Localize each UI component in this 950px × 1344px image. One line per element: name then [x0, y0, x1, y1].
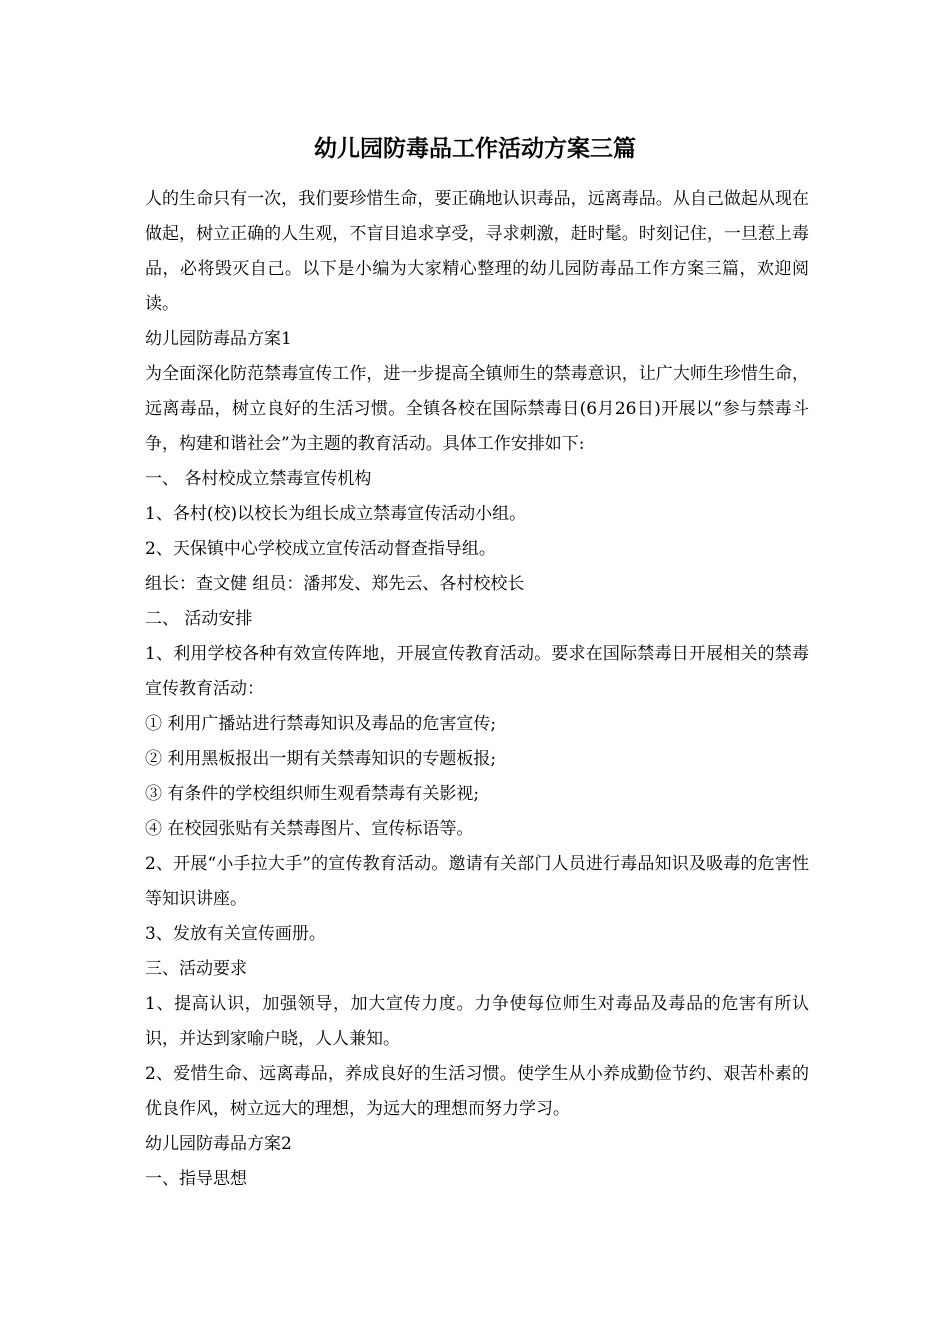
subheading-guiding-ideology: 一、指导思想	[145, 1169, 247, 1189]
subheading-activities: 二、 活动安排	[145, 609, 253, 629]
list-item: 1、提高认识，加强领导，加大宣传力度。力争使每位师生对毒品及毒品的危害有所认识，并达到家喻户晓，人人兼知。	[145, 994, 809, 1049]
intro-paragraph: 人的生命只有一次，我们要珍惜生命，要正确地认识毒品，远离毒品。从自己做起从现在做起，树立正确的人生观，不盲目追求享受，寻求刺激，赶时髦。时刻记住，一旦惹上毒品，必将毁灭自己。以下是小编为大家精心整理的幼儿园防毒品工作方案三篇，欢迎阅读。	[145, 189, 809, 314]
subheading-organization: 一、 各村校成立禁毒宣传机构	[145, 469, 372, 489]
plan-1-intro-paragraph: 为全面深化防范禁毒宣传工作，进一步提高全镇师生的禁毒意识，让广大师生珍惜生命，远离毒品，树立良好的生活习惯。全镇各校在国际禁毒日(6月26日)开展以“参与禁毒斗争，构建和谐社会”为主题的教育活动。具体工作安排如下:	[145, 364, 809, 454]
sub-list-item: ① 利用广播站进行禁毒知识及毒品的危害宣传;	[145, 714, 497, 734]
sub-list-item: ④ 在校园张贴有关禁毒图片、宣传标语等。	[145, 819, 474, 839]
list-item: 2、开展“小手拉大手”的宣传教育活动。邀请有关部门人员进行毒品知识及吸毒的危害性等知识讲座。	[145, 854, 809, 909]
list-item: 2、天保镇中心学校成立宣传活动督查指导组。	[145, 539, 496, 559]
team-members-line: 组长：查文健 组员：潘邦发、郑先云、各村校校长	[145, 574, 525, 594]
list-item: 2、爱惜生命、远离毒品，养成良好的生活习惯。使学生从小养成勤俭节约、艰苦朴素的优良作风，树立远大的理想，为远大的理想而努力学习。	[145, 1064, 809, 1119]
section-heading-plan-1: 幼儿园防毒品方案1	[145, 329, 292, 349]
document-title: 幼儿园防毒品工作活动方案三篇	[314, 135, 636, 162]
list-item: 3、发放有关宣传画册。	[145, 924, 326, 944]
section-heading-plan-2: 幼儿园防毒品方案2	[145, 1134, 292, 1154]
sub-list-item: ② 利用黑板报出一期有关禁毒知识的专题板报;	[145, 749, 497, 769]
list-item: 1、利用学校各种有效宣传阵地，开展宣传教育活动。要求在国际禁毒日开展相关的禁毒宣传教育活动：	[145, 644, 809, 699]
subheading-requirements: 三、活动要求	[145, 959, 247, 979]
sub-list-item: ③ 有条件的学校组织师生观看禁毒有关影视;	[145, 784, 480, 804]
list-item: 1、各村(校)以校长为组长成立禁毒宣传活动小组。	[145, 504, 527, 524]
document-body	[145, 182, 809, 1197]
